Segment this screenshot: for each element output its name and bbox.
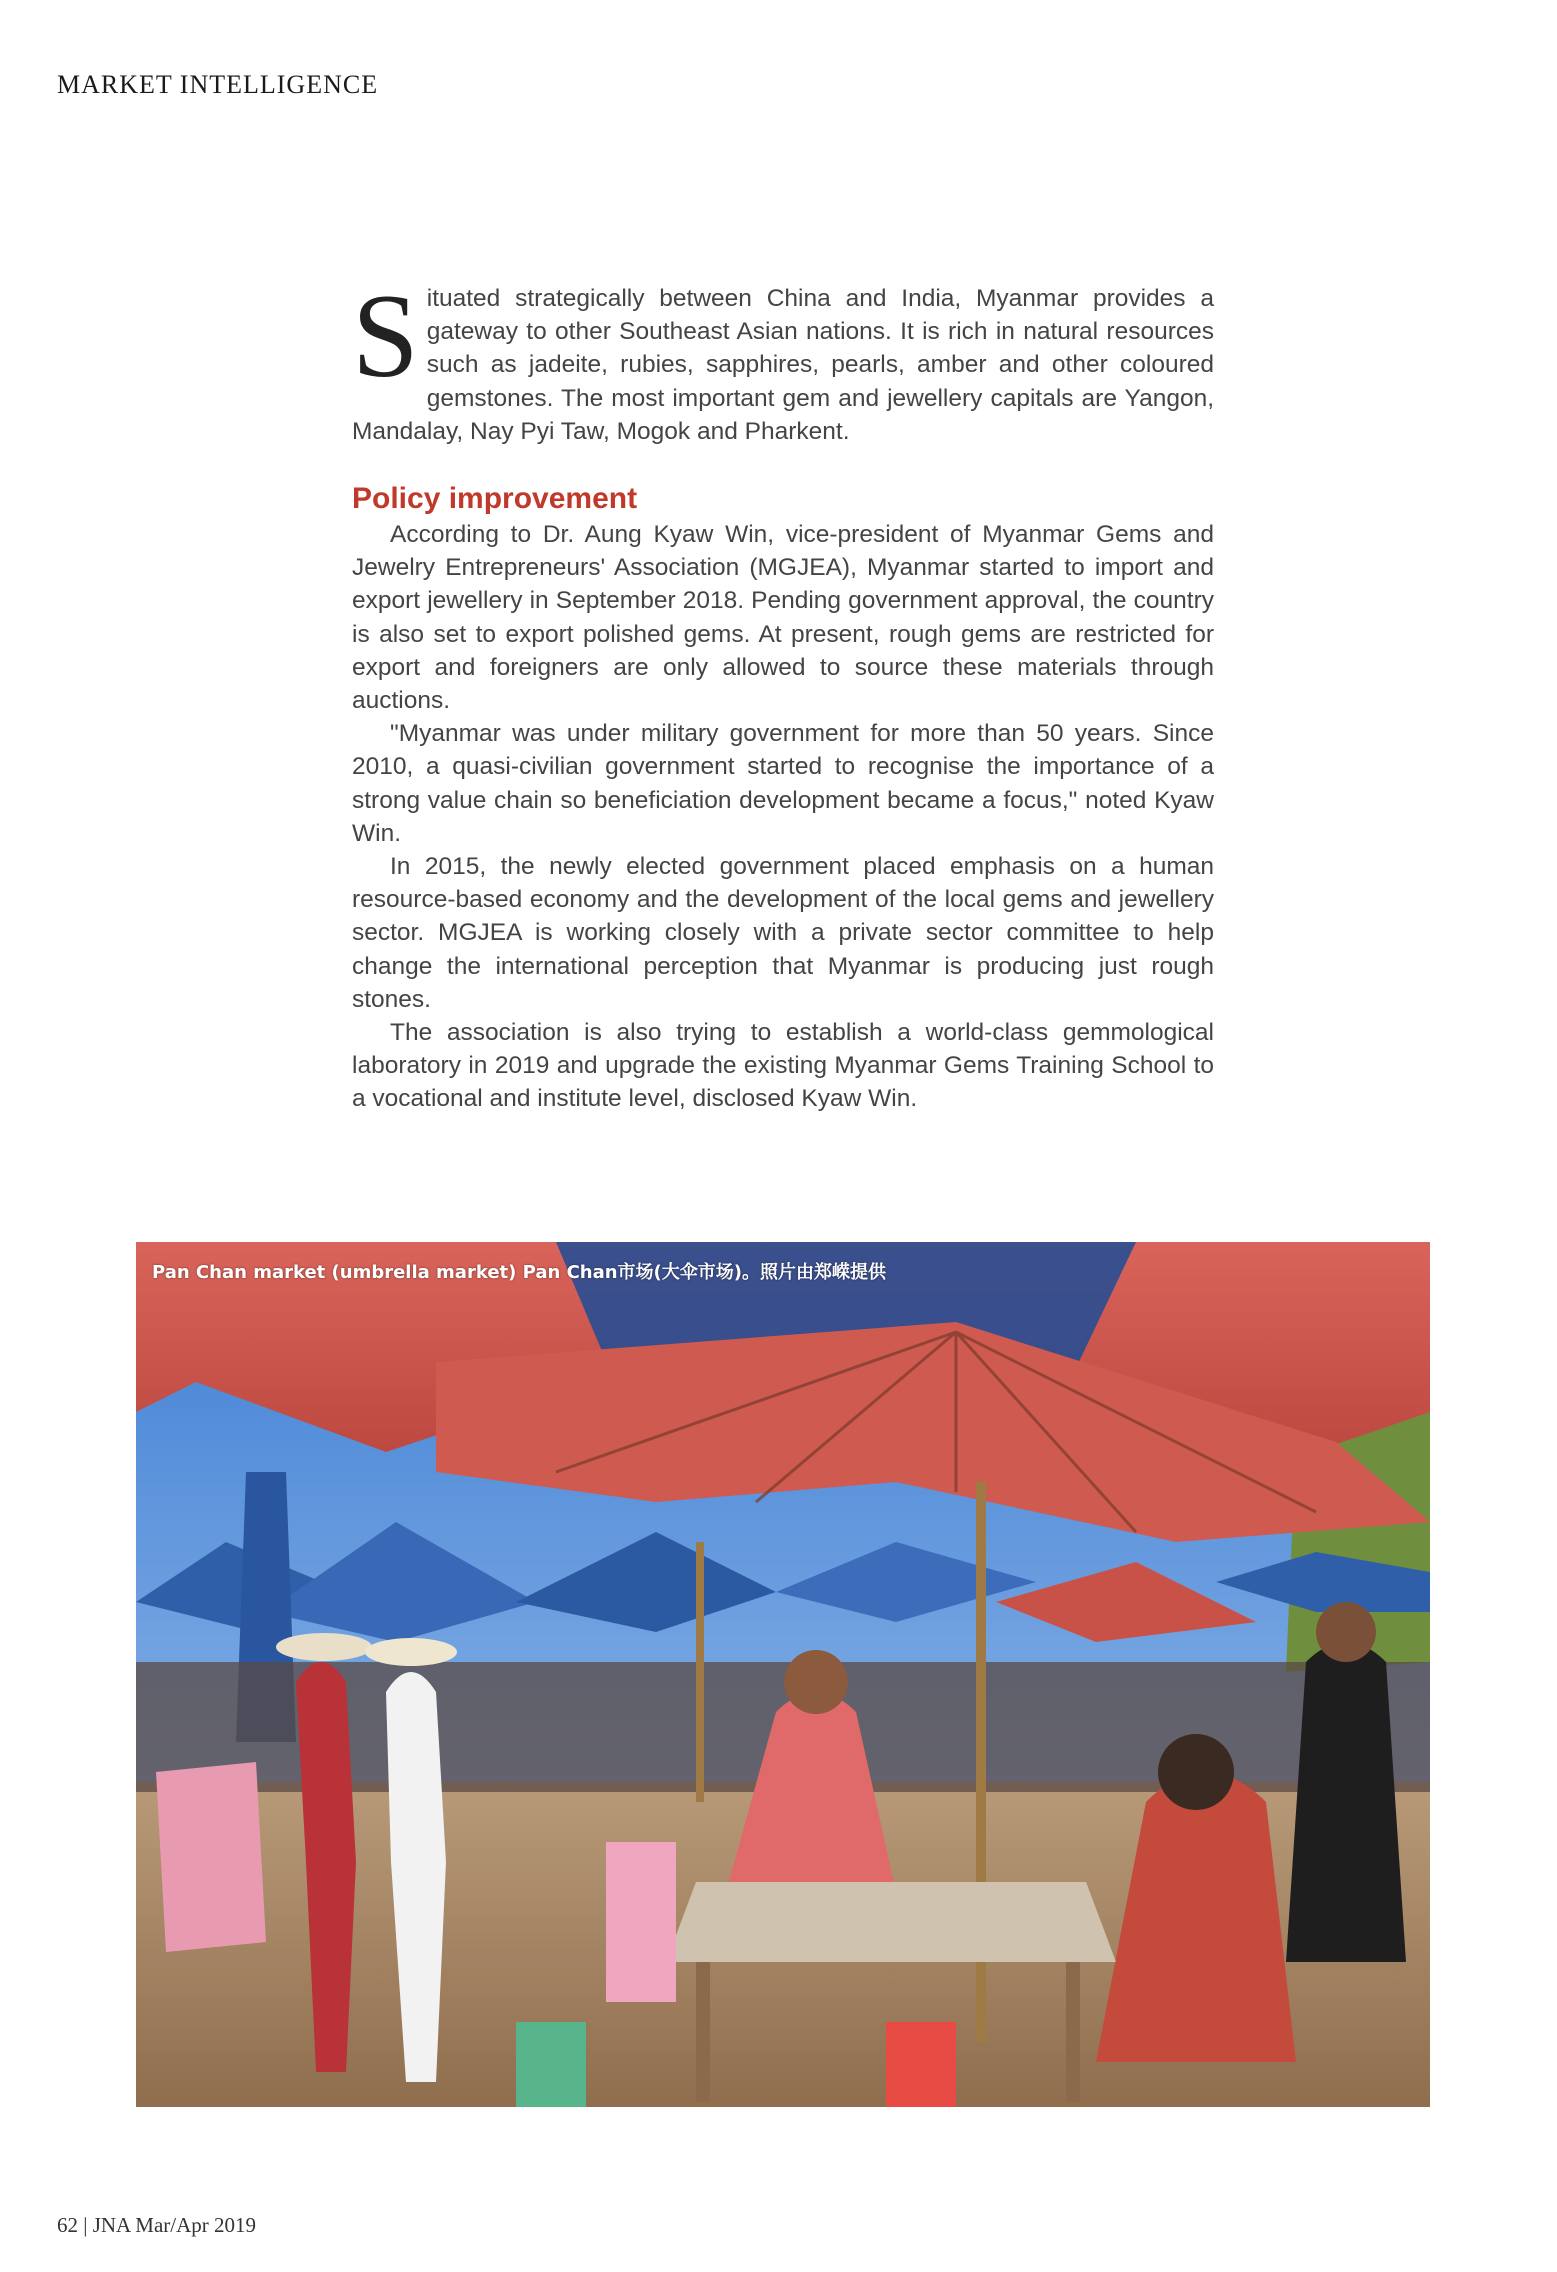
- article-body: [352, 269, 1214, 1116]
- section-header: MARKET INTELLIGENCE: [57, 70, 379, 99]
- intro-text: ituated strategically between China and India, Myanmar provides a gateway to other Southeast Asian nations. It is rich in natural resources such as jadeite, rubies, sapphires, pearls, amber and other coloured gemstones. The most important gem and jewellery capitals are Yangon, Mandalay, Nay Pyi Taw, Mogok and Pharkent.: [352, 285, 1214, 445]
- page-folio: 62 | JNA Mar/Apr 2019: [57, 2213, 257, 2237]
- paragraph-4: The association is also trying to establish a world-class gemmological laboratory in 2019 and upgrade the existing Myanmar Gems Training School to a vocational and institute level, disclosed Kyaw Win.: [352, 1019, 1214, 1113]
- subheading-policy: Policy improvement: [352, 482, 638, 516]
- intro-paragraph: [352, 269, 1214, 448]
- umbrella-market-illustration: [136, 1242, 1430, 2107]
- market-photo: [136, 1242, 1430, 2107]
- paragraph-1: According to Dr. Aung Kyaw Win, vice-president of Myanmar Gems and Jewelry Entrepreneurs' Association (MGJEA), Myanmar started to import and export jewellery in September 2018. Pending government approval, the country is also set to export polished gems. At present, rough gems are restricted for export and foreigners are only allowed to source these materials through auctions.: [352, 521, 1214, 715]
- photo-caption: Pan Chan market (umbrella market) Pan Chan市场(大伞市场)。照片由郑嵘提供: [152, 1262, 886, 1283]
- drop-cap: S: [352, 269, 419, 402]
- paragraph-3: In 2015, the newly elected government placed emphasis on a human resource-based economy and the development of the local gems and jewellery sector. MGJEA is working closely with a private sector committee to help change the international perception that Myanmar is producing just rough stones.: [352, 853, 1214, 1013]
- paragraph-2: "Myanmar was under military government for more than 50 years. Since 2010, a quasi-civilian government started to recognise the importance of a strong value chain so beneficiation development became a focus," noted Kyaw Win.: [352, 720, 1214, 847]
